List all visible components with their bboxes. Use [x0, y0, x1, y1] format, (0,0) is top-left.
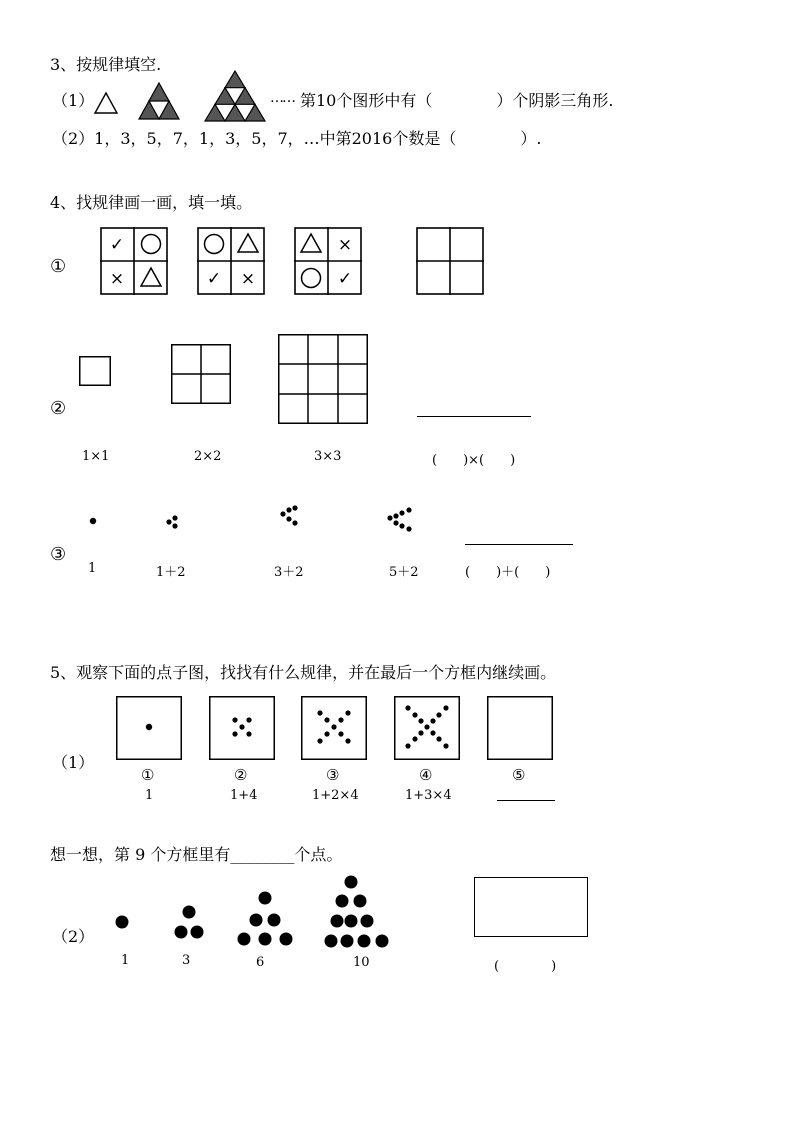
- check-mark-icon: ✓: [337, 269, 353, 289]
- box-number-4: ④: [419, 766, 433, 784]
- check-mark-icon: ✓: [109, 235, 125, 255]
- answer-box-part2[interactable]: [474, 877, 588, 937]
- square-grid-2x2: [171, 344, 231, 404]
- box-number-3: ③: [326, 766, 340, 784]
- dot-cluster-7: [386, 506, 414, 534]
- q3-part1-text: 第10个图形中有（ ）个阴影三角形.: [300, 91, 614, 110]
- dot-box-5-empty[interactable]: [487, 696, 553, 760]
- caption-dots-1: 1: [88, 561, 97, 576]
- box-caption-2: 1+4: [230, 788, 258, 803]
- q5-part2-label: （2）: [52, 927, 95, 946]
- box-caption-1: 1: [145, 788, 154, 803]
- box-caption-4: 1+3×4: [405, 788, 452, 803]
- cross-mark-icon: ×: [337, 235, 353, 255]
- dot-cluster-3: [164, 513, 182, 531]
- dot-cluster-1: [88, 516, 98, 526]
- symbol-grid-1: [100, 227, 168, 295]
- triangle-icon: [141, 268, 161, 286]
- triangle-icon: [301, 234, 321, 252]
- cross-mark-icon: ×: [240, 269, 256, 289]
- dot-box-3: [301, 696, 367, 760]
- dot-box-2: [209, 696, 275, 760]
- caption-blank-product: ( )×( ): [432, 453, 516, 468]
- circle-icon: [302, 269, 321, 288]
- q4-row3-label: ③: [50, 544, 67, 565]
- triangle-caption-1: 1: [121, 953, 130, 968]
- answer-line-box5[interactable]: [497, 800, 555, 801]
- box-number-2: ②: [234, 766, 248, 784]
- dot-triangle-10: [323, 874, 391, 950]
- caption-dots-2: 1＋2: [156, 565, 186, 580]
- dot-triangle-3: [173, 904, 205, 940]
- triangle-icon: [238, 234, 258, 252]
- answer-line-row2[interactable]: [417, 416, 531, 417]
- cross-mark-icon: ×: [109, 269, 125, 289]
- caption-dots-4: 5＋2: [389, 565, 419, 580]
- box-caption-3: 1+2×4: [312, 788, 359, 803]
- dot-triangle-1: [114, 914, 130, 930]
- q4-row1-label: ①: [50, 256, 67, 277]
- q3-part2-text: （2）1，3，5，7，1，3，5，7，…中第2016个数是（ ）.: [52, 129, 542, 148]
- caption-1x1: 1×1: [82, 449, 110, 464]
- dot-box-1: [116, 696, 182, 760]
- triangle-caption-3: 3: [182, 953, 191, 968]
- triangle-caption-6: 6: [256, 955, 265, 970]
- box-number-1: ①: [141, 766, 155, 784]
- q3-title: 3、按规律填空.: [50, 55, 162, 74]
- triangle-caption-10: 10: [353, 955, 370, 970]
- square-grid-3x3: [278, 334, 368, 424]
- dot-cluster-5: [278, 505, 300, 529]
- answer-line-row3[interactable]: [465, 544, 573, 545]
- triangle-figure-3: [204, 70, 266, 122]
- triangle-figure-1: [94, 92, 118, 114]
- symbol-grid-2: [197, 227, 265, 295]
- symbol-grid-3: [294, 227, 362, 295]
- q4-title: 4、找规律画一画，填一填。: [50, 193, 253, 212]
- q4-row2-label: ②: [50, 398, 67, 419]
- circle-icon: [142, 235, 161, 254]
- caption-3x3: 3×3: [314, 449, 342, 464]
- q5-title: 5、观察下面的点子图，找找有什么规律，并在最后一个方框内继续画。: [50, 663, 557, 682]
- square-grid-1x1: [79, 356, 111, 386]
- q5-think-text: 想一想，第 9 个方框里有________个点。: [50, 845, 343, 864]
- triangle-caption-blank: ( ): [494, 959, 557, 974]
- symbol-grid-4[interactable]: [416, 227, 484, 295]
- dot-box-4: [394, 696, 460, 760]
- q3-part1-label: （1）: [52, 91, 95, 110]
- q5-part1-label: （1）: [52, 753, 95, 772]
- check-mark-icon: ✓: [206, 269, 222, 289]
- box-number-5: ⑤: [512, 766, 526, 784]
- q3-part1-dots: ……: [270, 90, 294, 106]
- caption-dots-blank: ( )＋( ): [465, 565, 551, 580]
- caption-2x2: 2×2: [194, 449, 222, 464]
- circle-icon: [205, 235, 224, 254]
- caption-dots-3: 3＋2: [274, 565, 304, 580]
- dot-triangle-6: [236, 890, 294, 948]
- triangle-figure-2: [138, 82, 180, 120]
